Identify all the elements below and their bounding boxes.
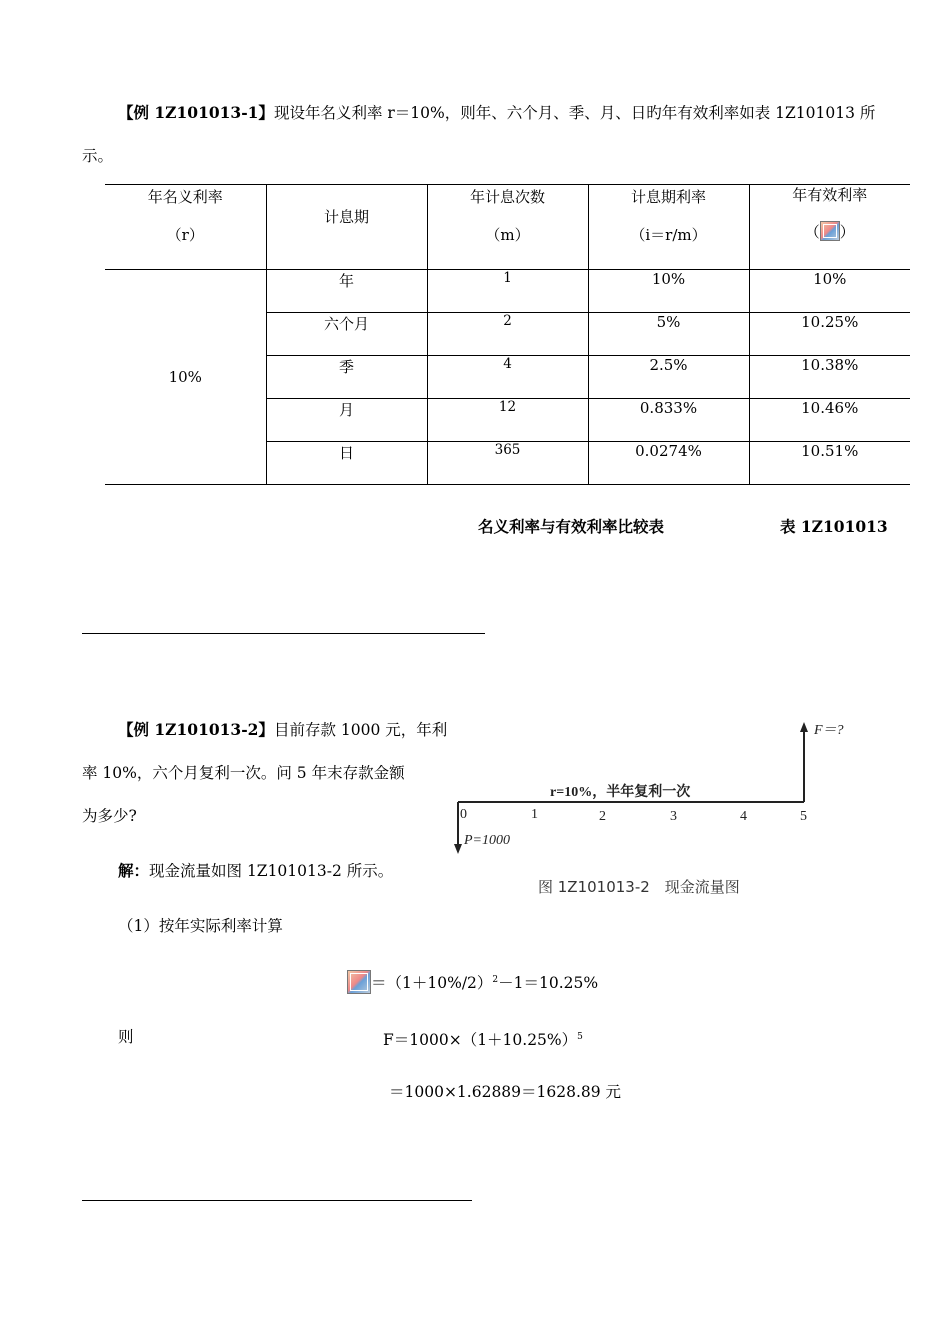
period-cell: 季 — [266, 356, 427, 399]
section-divider — [82, 1200, 472, 1201]
example2-paragraph — [118, 720, 447, 740]
present-value-label: P=1000 — [464, 833, 510, 848]
tick-label: 4 — [740, 809, 747, 824]
image-placeholder-icon — [820, 221, 840, 241]
i-cell: 5% — [588, 313, 749, 356]
period-cell: 年 — [266, 270, 427, 313]
example2-text-line1: 目前存款 1000 元，年利 — [273, 721, 448, 739]
header-nominal-rate: 年名义利率 （r） — [105, 185, 266, 270]
m-cell: 12 — [427, 399, 588, 442]
period-cell: 六个月 — [266, 313, 427, 356]
present-value-arrowhead — [454, 844, 462, 854]
example2-text-line2: 率 10%，六个月复利一次。问 5 年末存款金额 — [82, 764, 405, 782]
formula2: $F=1000\times(1+10.25\%)^5$ — [383, 1031, 583, 1050]
example2-text-line3: 为多少? — [82, 807, 137, 825]
tick-label: 1 — [531, 807, 538, 822]
solution-line — [118, 861, 393, 881]
future-value-arrowhead — [800, 722, 808, 732]
diagram-caption: 图 1Z101013-2 现金流量图 — [538, 878, 740, 896]
tick-label: 0 — [460, 807, 467, 822]
rate-label: r=10%，半年复利一次 — [550, 785, 691, 800]
tick-label: 5 — [800, 809, 807, 824]
future-value-label: F＝? — [814, 723, 844, 738]
header-compound-count: 年计息次数 （m） — [427, 185, 588, 270]
nominal-rate-cell: 10% — [105, 270, 266, 485]
i-cell: 0.833% — [588, 399, 749, 442]
solution-label: 解： — [118, 861, 150, 880]
example1-paragraph — [118, 103, 875, 123]
m-cell: 4 — [427, 356, 588, 399]
table-caption: 名义利率与有效利率比较表 — [478, 517, 665, 536]
cash-flow-diagram — [440, 710, 880, 910]
rates-table — [105, 184, 910, 485]
header-period: 计息期 — [266, 185, 427, 270]
eff-cell: 10.51% — [749, 442, 910, 485]
table-row — [105, 270, 910, 313]
section-divider — [82, 633, 485, 634]
period-cell: 月 — [266, 399, 427, 442]
tick-label: 2 — [599, 809, 606, 824]
example1-label: 【例 1Z101013-1】 — [118, 103, 274, 122]
step1-text: （1）按年实际利率计算 — [118, 917, 283, 935]
eff-cell: 10.25% — [749, 313, 910, 356]
example1-text-line1: 现设年名义利率 r＝10%，则年、六个月、季、月、日旳年有效利率如表 1Z101013 所 — [273, 104, 876, 122]
tick-label: 3 — [670, 809, 677, 824]
example1-text-line2: 示。 — [82, 147, 114, 165]
example2-label: 【例 1Z101013-2】 — [118, 720, 274, 739]
then-word: 则 — [118, 1028, 134, 1046]
m-cell: 1 — [427, 270, 588, 313]
m-cell: 365 — [427, 442, 588, 485]
header-effective-rate: 年有效利率 （ ） — [749, 185, 910, 270]
solution-text: 现金流量如图 1Z101013-2 所示。 — [149, 862, 394, 880]
header-period-rate: 计息期利率 （i＝r/m） — [588, 185, 749, 270]
i-cell: 2.5% — [588, 356, 749, 399]
i-cell: 10% — [588, 270, 749, 313]
table-header-row — [105, 185, 910, 270]
eff-cell: 10.46% — [749, 399, 910, 442]
i-cell: 0.0274% — [588, 442, 749, 485]
eff-cell: 10.38% — [749, 356, 910, 399]
formula1: $=(1+10\%/2)^2-1=10.25\%$ — [347, 970, 598, 994]
formula3: ＝1000×1.62889＝1628.89 元 — [389, 1083, 622, 1101]
period-cell: 日 — [266, 442, 427, 485]
image-placeholder-icon — [347, 970, 371, 994]
eff-cell: 10% — [749, 270, 910, 313]
table-caption-id: 表 1Z101013 — [780, 517, 888, 536]
m-cell: 2 — [427, 313, 588, 356]
